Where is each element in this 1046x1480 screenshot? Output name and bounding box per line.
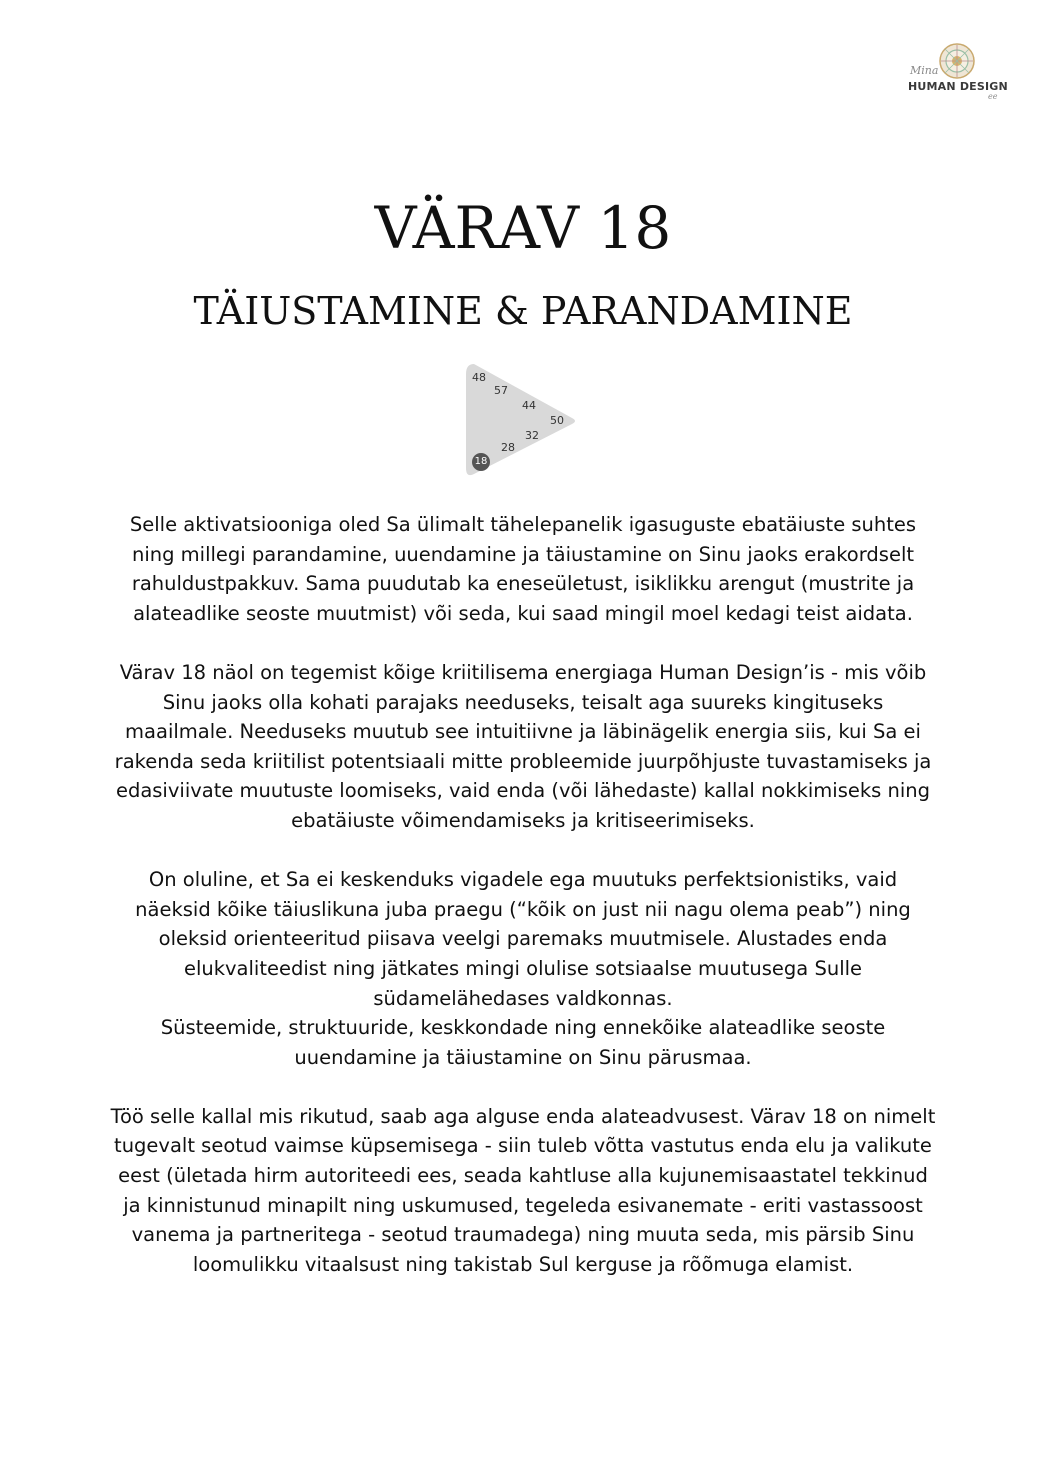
page-subtitle: TÄIUSTAMINE & PARANDAMINE	[193, 289, 853, 333]
logo-name: HUMAN DESIGN	[908, 80, 1008, 93]
gate-32: 32	[525, 429, 539, 442]
logo-script-text: Mina	[910, 64, 939, 77]
paragraph-systems: Süsteemide, struktuuride, keskkondade ning ennekõike alateadlike seoste uuendamine ja täiustamine on Sinu pärusmaa.	[160, 1016, 886, 1069]
gate-44: 44	[522, 399, 536, 412]
page-title: VÄRAV 18	[374, 194, 672, 262]
gate-18-active: 18	[472, 453, 490, 471]
mandala-icon	[938, 42, 976, 80]
spleen-center-diagram	[464, 360, 580, 482]
paragraph-subconscious: Töö selle kallal mis rikutud, saab aga alguse enda alateadvusest. Värav 18 on nimelt tugevalt seotud vaimse küpsemisega - siin tuleb võtta vastutus enda elu ja valikute eest (ületada hirm autoriteedi ees, seada kahtluse alla kujunemisaastatel tekkinud ja kinnistunud minapilt ning uskumused, tegeleda esivanemate - eriti vastassoost vanema ja partneritega - seotud traumadega) ning muuta seda, mis pärsib Sinu loomulikku vitaalsust ning takistab Sul kerguse ja rõõmuga elamist.	[110, 1104, 936, 1276]
gate-48: 48	[472, 371, 486, 384]
paragraph-intro: Selle aktivatsiooniga oled Sa ülimalt tähelepanelik igasuguste ebatäiuste suhtes ning millegi parandamine, uuendamine ja täiustamine on Sinu jaoks erakordselt rahuldustpakkuv. Sama puudutab ka eneseületust, isiklikku arengut (mustrite ja alateadlike seoste muutmist) või seda, kui saad mingil moel kedagi teist aidata.	[129, 513, 917, 625]
paragraph-perfection: On oluline, et Sa ei keskenduks vigadele ega muutuks perfektsionistiks, vaid näeksid kõike täiuslikuna juba praegu (“kõik on just nii nagu olema peab”) ning oleksid orienteeritud piisava veelgi paremaks muutmisele. Alustades enda elukvaliteedist ning jätkates mingi olulise sotsiaalse muutusega Sulle südamelähedases valdkonnas.	[135, 868, 911, 1010]
brand-logo	[900, 40, 1010, 106]
logo-suffix: ee	[988, 92, 998, 101]
paragraph-critical-energy: Värav 18 näol on tegemist kõige kriitilisema energiaga Human Design’is - mis võib Sinu jaoks olla kohati parajaks needuseks, teisalt aga suureks kingituseks maailmale. Needuseks muutub see intuitiivne ja läbinägelik energia siis, kui Sa ei rakenda seda kriitilist potentsiaali mitte probleemide juurpõhjuste tuvastamiseks ja edasiviivate muutuste loomiseks, vaid enda (või lähedaste) kallal nokkimiseks ning ebatäiuste võimendamiseks ja kritiseerimiseks.	[114, 660, 932, 832]
gate-57: 57	[494, 384, 508, 397]
gate-28: 28	[501, 441, 515, 454]
article-body	[110, 510, 936, 1309]
gate-50: 50	[550, 414, 564, 427]
